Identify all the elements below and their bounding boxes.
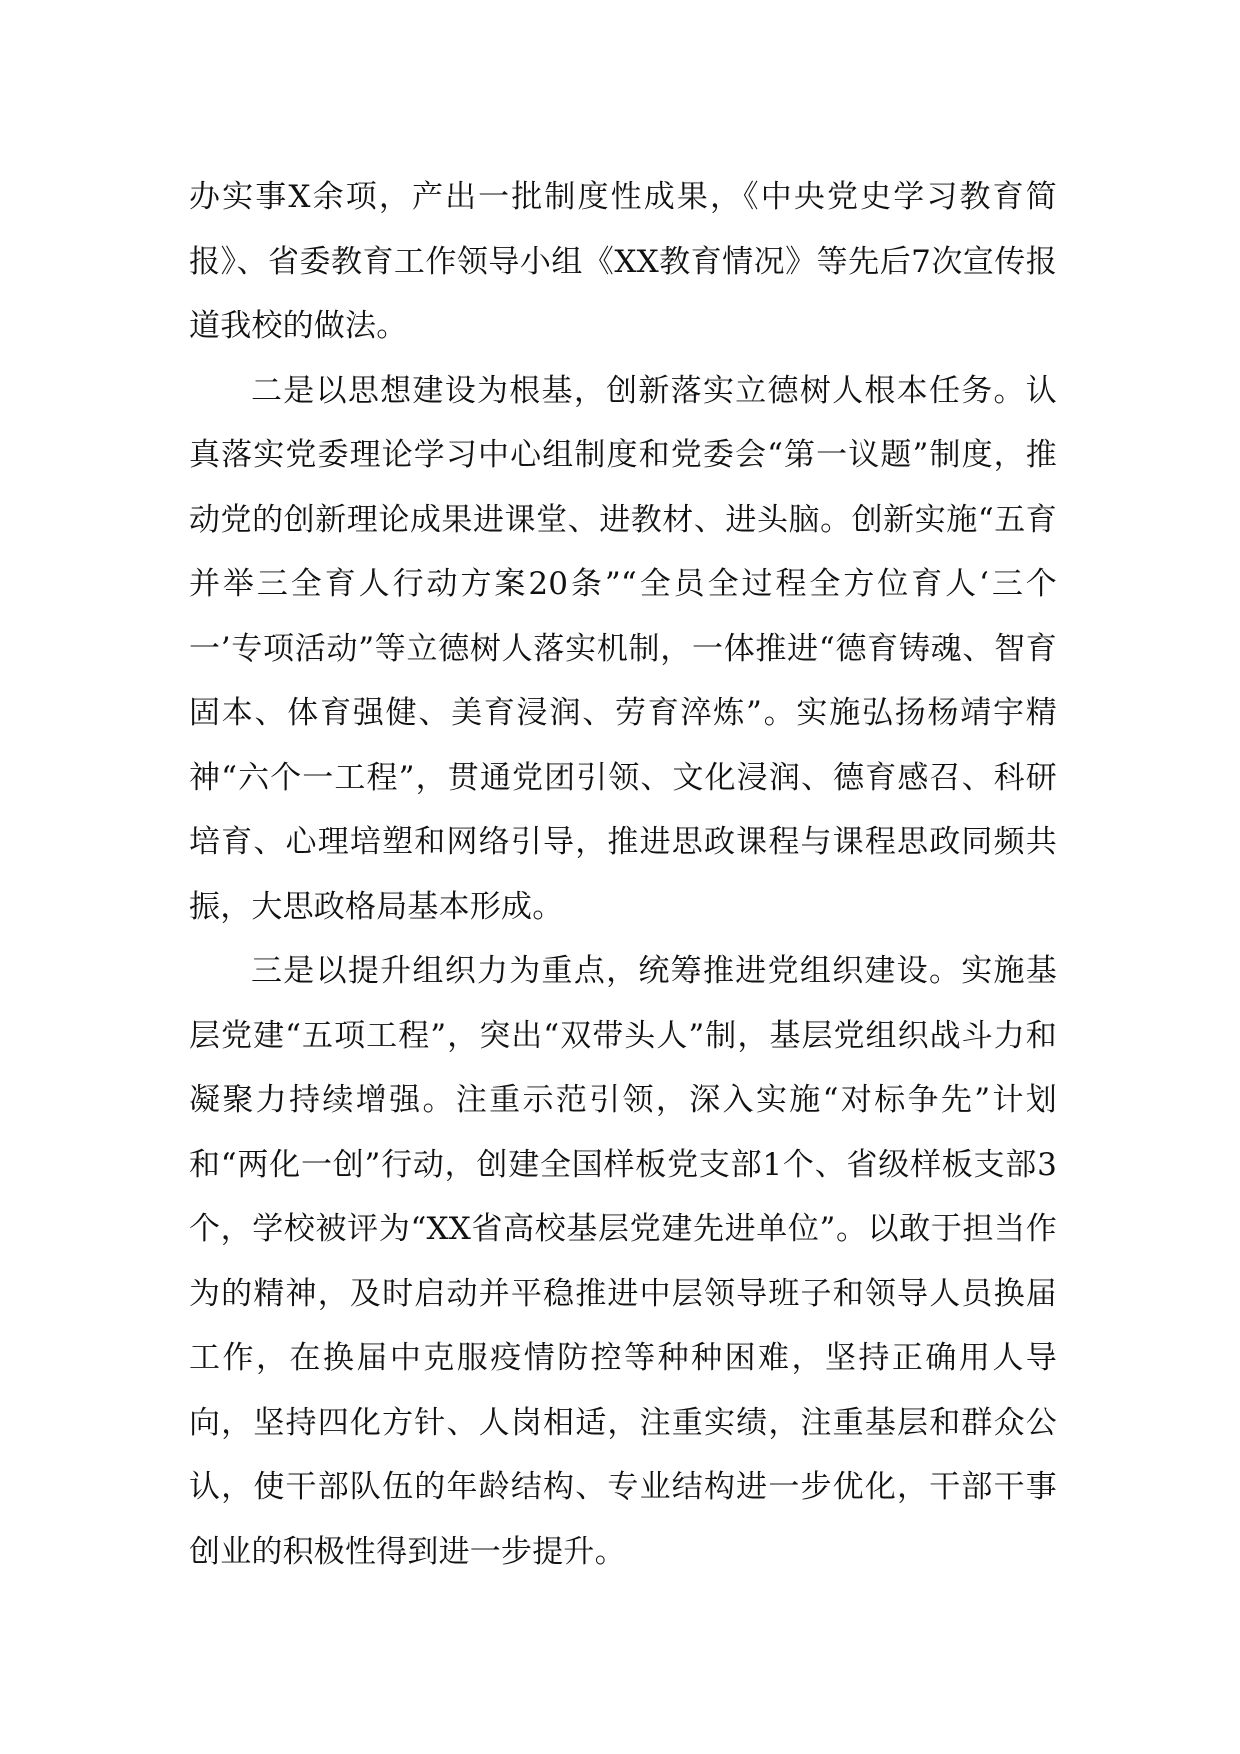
paragraph-organizational-building: 三是以提升组织力为重点，统筹推进党组织建设。实施基层党建“五项工程”，突出“双带头人”制，基层党组织战斗力和凝聚力持续增强。注重示范引领，深入实施“对标争先”计划和“两化一创”行动，创建全国样板党支部1个、省级样板支部3个，学校被评为“XX省高校基层党建先进单位”。以敢于担当作为的精神，及时启动并平稳推进中层领导班子和领导人员换届工作，在换届中克服疫情防控等种种困难，坚持正确用人导向，坚持四化方针、人岗相适，注重实绩，注重基层和群众公认，使干部队伍的年龄结构、专业结构进一步优化，干部干事创业的积极性得到进一步提升。 [189,953,1057,1570]
paragraph-continuation: 办实事X余项，产出一批制度性成果，《中央党史学习教育简报》、省委教育工作领导小组《XX教育情况》等先后7次宣传报道我校的做法。 [189,179,1057,344]
paragraph-ideological-building: 二是以思想建设为根基，创新落实立德树人根本任务。认真落实党委理论学习中心组制度和党委会“第一议题”制度，推动党的创新理论成果进课堂、进教材、进头脑。创新实施“五育并举三全育人行动方案20条”“全员全过程全方位育人‘三个一’专项活动”等立德树人落实机制，一体推进“德育铸魂、智育固本、体育强健、美育浸润、劳育淬炼”。实施弘扬杨靖宇精神“六个一工程”，贯通党团引领、文化浸润、德育感召、科研培育、心理培塑和网络引导，推进思政课程与课程思政同频共振，大思政格局基本形成。 [189,372,1057,925]
document-body [189,165,1057,1584]
